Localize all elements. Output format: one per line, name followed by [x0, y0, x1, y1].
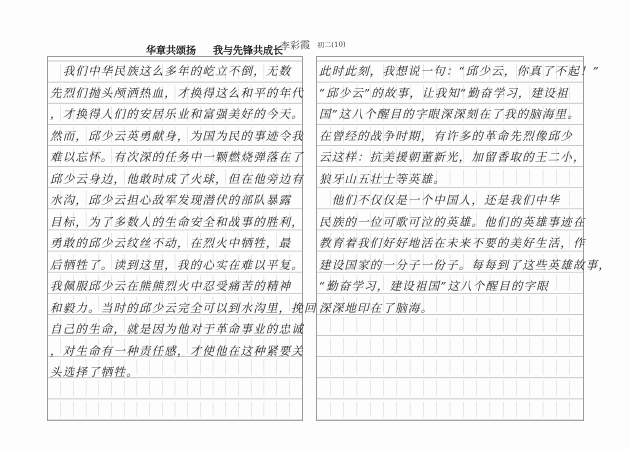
signature-name: 李彩霞: [279, 40, 311, 53]
left-essay-text: [50, 61, 317, 384]
essay-line: 难以忘怀。有次深的任务中一颗燃烧弹落在了: [50, 150, 304, 164]
essay-line: 建设国家的一分子一份子。每每到了这些英雄故事，: [319, 257, 612, 272]
essay-line: “勤奋学习，建设祖国”这八个醒目的字眼: [319, 279, 550, 293]
essay-line: 在曾经的战争时期，有许多的革命先烈像邱少: [319, 128, 573, 143]
essay-line: ，才换得人们的安居乐业和富强美好的今天。: [50, 107, 304, 121]
title-right: 我与先锋共成长: [212, 46, 283, 57]
essay-line: 他们不仅仅是一个中国人，还是我们中华: [319, 193, 561, 207]
essay-line: 邱少云身边，他敢时成了火球，但在他旁边有: [50, 171, 304, 186]
essay-line: 水沟，邱少云担心敌军发现潜伏的部队暴露: [50, 193, 292, 207]
essay-line: 勇敢的邱少云纹丝不动，在烈火中牺牲，最: [50, 236, 292, 250]
signature-class: 初二(10): [317, 40, 346, 50]
essay-line: [319, 341, 581, 363]
essay-line: [319, 384, 581, 406]
essay-line: 此时此刻，我想说一句：“邱少云，你真了不起！”: [319, 64, 600, 78]
handwritten-signature: [280, 34, 346, 52]
page-title: [146, 42, 283, 57]
essay-line: 教育着我们好好地活在未来不要的美好生活，作: [319, 236, 586, 250]
essay-line: “邱少云”的故事，让我知“勤奋学习，建设祖: [319, 85, 569, 100]
essay-line: 国”这八个醒目的字眼深深刻在了我的脑海里。: [319, 107, 581, 121]
essay-line: [319, 319, 581, 341]
essay-line: 我们中华民族这么多年的屹立不倒，无数: [50, 64, 292, 78]
essay-line: 和毅力。当时的邱少云完全可以到水沟里，挽回: [50, 300, 317, 315]
essay-line: 然而，邱少云英勇献身，为国为民的事迹令我: [50, 128, 304, 143]
essay-line: 头选择了牺牲。: [50, 365, 139, 379]
essay-line: [319, 362, 581, 384]
right-grid-paper: [316, 56, 612, 421]
right-essay-text: [319, 61, 612, 405]
essay-line: 后牺牲了。读到这里，我的心实在难以平复。: [50, 257, 304, 272]
essay-line: 云这样：抗美援朝董新光，加留香取的王二小，: [319, 150, 586, 164]
essay-line: 深深地印在了脑海。: [319, 300, 434, 315]
left-grid-paper: [47, 56, 317, 421]
essay-line: 自己的生命，就是因为他对于革命事业的忠诚: [50, 322, 304, 336]
essay-line: 狼牙山五壮士等英雄。: [319, 171, 446, 186]
essay-line: 目标，为了多数人的生命安全和战事的胜利，: [50, 214, 304, 229]
essay-line: 民族的一位可歌可泣的英雄。他们的英雄事迹在: [319, 214, 586, 229]
title-left: 华章共颂扬: [146, 46, 196, 57]
essay-line: ，对生命有一种责任感，才使他在这种紧要关: [50, 343, 304, 358]
essay-line: 先烈们抛头颅洒热血，才换得这么和平的年代: [50, 85, 304, 100]
essay-line: 我佩服邱少云在熊熊烈火中忍受痛苦的精神: [50, 279, 292, 293]
